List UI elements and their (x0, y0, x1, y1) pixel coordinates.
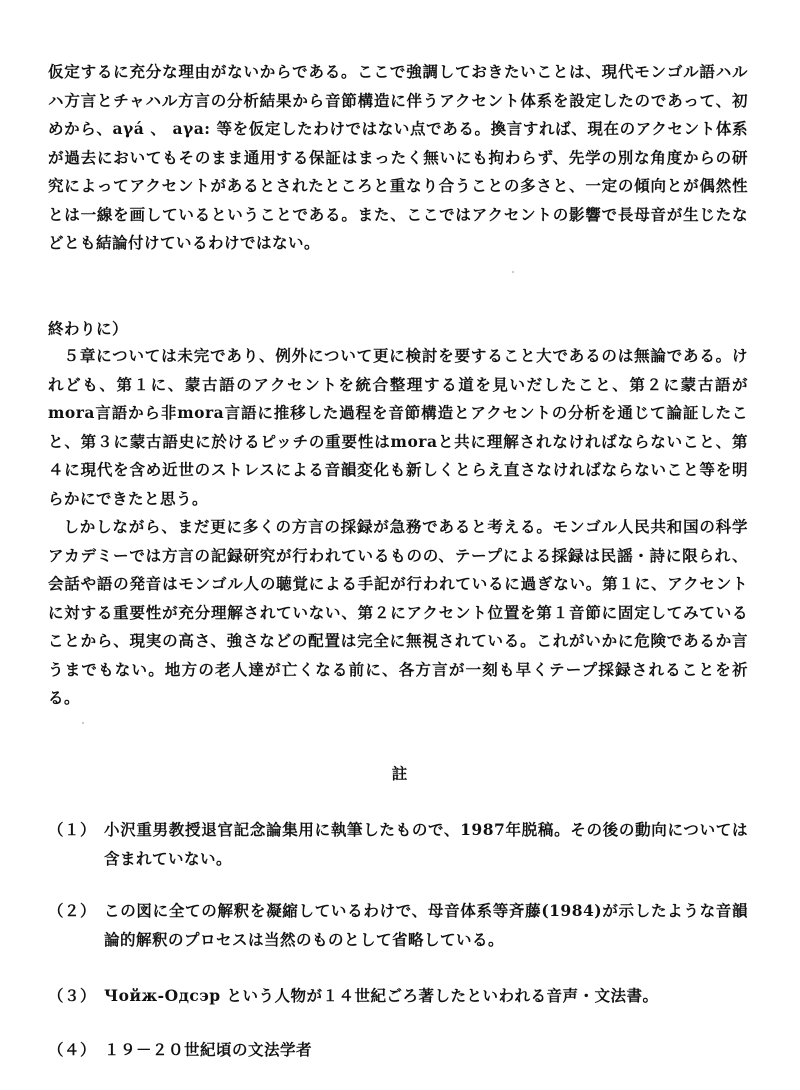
note-number: （２） (48, 901, 97, 920)
note-text: この図に全ての解釈を凝縮しているわけで、母音体系等斉藤(1984)が示したような音韻論的解釈のプロセスは当然のものとして省略している。 (104, 901, 748, 949)
note-number: （３） (48, 986, 97, 1005)
paragraph-conclusion-2: しかしながら、まだ更に多くの方言の採録が急務であると考える。モンゴル人民共和国の科学アカデミーでは方言の記録研究が行われているものの、テープによる採録は民謡・詩に限られ、会話や語の発音はモンゴル人の聴覚による手記が行われているに過ぎない。第１に、アクセントに対する重要性が充分理解されていない、第２にアクセント位置を第１音節に固定してみていることから、現実の高さ、強さなどの配置は完全に無視されている。これがいかに危険であるか言うまでもない。地方の老人達が亡くなる前に、各方言が一刻も早くテープ採録されることを祈る。 (48, 517, 748, 707)
paragraph-intro: 仮定するに充分な理由がないからである。ここで強調しておきたいことは、現代モンゴル語ハルハ方言とチャハル方言の分析結果から音節構造に伴うアクセント体系を設定したのであって、初めから、aγá 、 aγa: 等を仮定したわけではない点である。換言すれば、現在のアクセント体系が過去においてもそのまま通用する保証はまったく無いにも拘わらず、先学の別な角度からの研究によってアクセントがあるとされたところと重なり合うことの多さと、一定の傾向とが偶然性とは一線を画しているということである。また、ここではアクセントの影響で長母音が生じたなどとも結論付けているわけではない。 (48, 62, 748, 252)
scan-speck (512, 271, 514, 273)
note-text: Чойж-Одсэр という人物が１４世紀ごろ著したといわれる音声・文法書。 (104, 986, 659, 1005)
note-item (48, 1036, 748, 1065)
note-item (48, 982, 748, 1011)
note-text: 小沢重男教授退官記念論集用に執筆したもので、1987年脱稿。その後の動向については含まれていない。 (104, 820, 748, 868)
note-text: １９－２０世紀頃の文法学者 (104, 1040, 313, 1059)
note-item (48, 816, 748, 873)
note-item (48, 897, 748, 954)
note-number: （４） (48, 1040, 97, 1059)
section-heading-conclusion: 終わりに） (48, 319, 129, 338)
note-number: （１） (48, 820, 97, 839)
notes-title: 註 (391, 764, 409, 783)
paragraph-conclusion-1: ５章については未完であり、例外について更に検討を要すること大であるのは無論である。けれども、第１に、蒙古語のアクセントを統合整理する道を見いだしたこと、第２に蒙古語がmora言語から非mora言語に推移した過程を音節構造とアクセントの分析を通じて論証したこと、第３に蒙古語史に於けるピッチの重要性はmoraと共に理解されなければならないこと、第４に現代を含め近世のストレスによる音韻変化も新しくとらえ直さなければならないこと等を明らかにできたと思う。 (48, 346, 748, 508)
scan-speck (82, 722, 84, 724)
